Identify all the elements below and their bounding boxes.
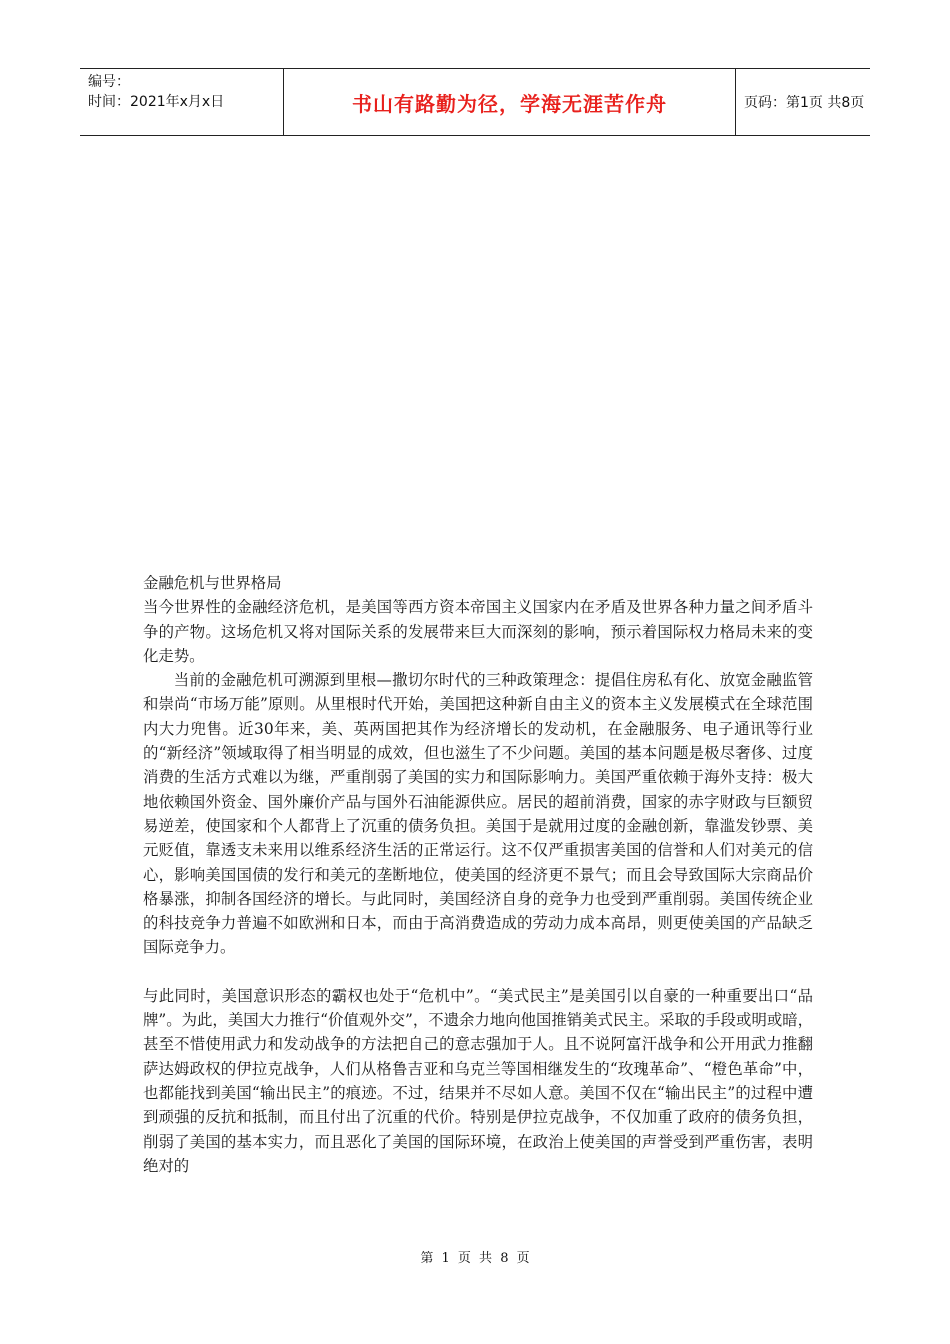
document-date-label: 时间：2021年x月x日 <box>88 94 225 110</box>
header-page-number: 页码：第1页 共8页 <box>744 95 865 111</box>
article-paragraph-3: 与此同时，美国意识形态的霸权也处于“危机中”。“美式民主”是美国引以自豪的一种重要出口“品牌”。为此，美国大力推行“价值观外交”，不遗余力地向他国推销美式民主。采取的手段或明或暗，甚至不惜使用武力和发动战争的方法把自己的意志强加于人。且不说阿富汗战争和公开用武力推翻萨达姆政权的伊拉克战争，人们从格鲁吉亚和乌克兰等国相继发生的“玫瑰革命”、“橙色革命”中，也都能找到美国“输出民主”的痕迹。不过，结果并不尽如人意。美国不仅在“输出民主”的过程中遭到顽强的反抗和抵制，而且付出了沉重的代价。特别是伊拉克战争，不仅加重了政府的债务负担，削弱了美国的基本实力，而且恶化了美国的国际环境，在政治上使美国的声誉受到严重伤害，表明绝对的 <box>143 986 814 1175</box>
article-paragraph-2: 当前的金融危机可溯源到里根—撒切尔时代的三种政策理念：提倡住房私有化、放宽金融监管和崇尚“市场万能”原则。从里根时代开始，美国把这种新自由主义的资本主义发展模式在全球范围内大力兜售。近30年来，美、英两国把其作为经济增长的发动机，在金融服务、电子通讯等行业的“新经济”领域取得了相当明显的成效，但也滋生了不少问题。美国的基本问题是极尽奢侈、过度消费的生活方式难以为继，严重削弱了美国的实力和国际影响力。美国严重依赖于海外支持：极大地依赖国外资金、国外廉价产品与国外石油能源供应。居民的超前消费，国家的赤字财政与巨额贸易逆差，使国家和个人都背上了沉重的债务负担。美国于是就用过度的金融创新，靠滥发钞票、美元贬值，靠透支未来用以维系经济生活的正常运行。这不仅严重损害美国的信誉和人们对美元的信心，影响美国国债的发行和美元的垄断地位，使美国的经济更不景气；而且会导致国际大宗商品价格暴涨，抑制各国经济的增长。与此同时，美国经济自身的竞争力也受到严重削弱。美国传统企业的科技竞争力普遍不如欧洲和日本，而由于高消费造成的劳动力成本高昂，则更使美国的产品缺乏国际竞争力。 <box>143 671 813 957</box>
header-motto: 书山有路勤为径，学海无涯苦作舟 <box>352 91 667 116</box>
page-header <box>80 68 870 136</box>
header-page-cell <box>736 69 870 135</box>
document-number-label: 编号： <box>88 74 130 90</box>
article-title: 金融危机与世界格局 <box>143 574 282 592</box>
header-motto-cell <box>283 69 736 135</box>
header-meta-cell <box>80 69 283 135</box>
article-paragraph-1: 当今世界性的金融经济危机，是美国等西方资本帝国主义国家内在矛盾及世界各种力量之间矛盾斗争的产物。这场危机又将对国际关系的发展带来巨大而深刻的影响，预示着国际权力格局未来的变化走势。 <box>143 598 813 665</box>
page-footer: 第 1 页 共 8 页 <box>420 1251 530 1266</box>
article-body <box>143 571 813 1178</box>
